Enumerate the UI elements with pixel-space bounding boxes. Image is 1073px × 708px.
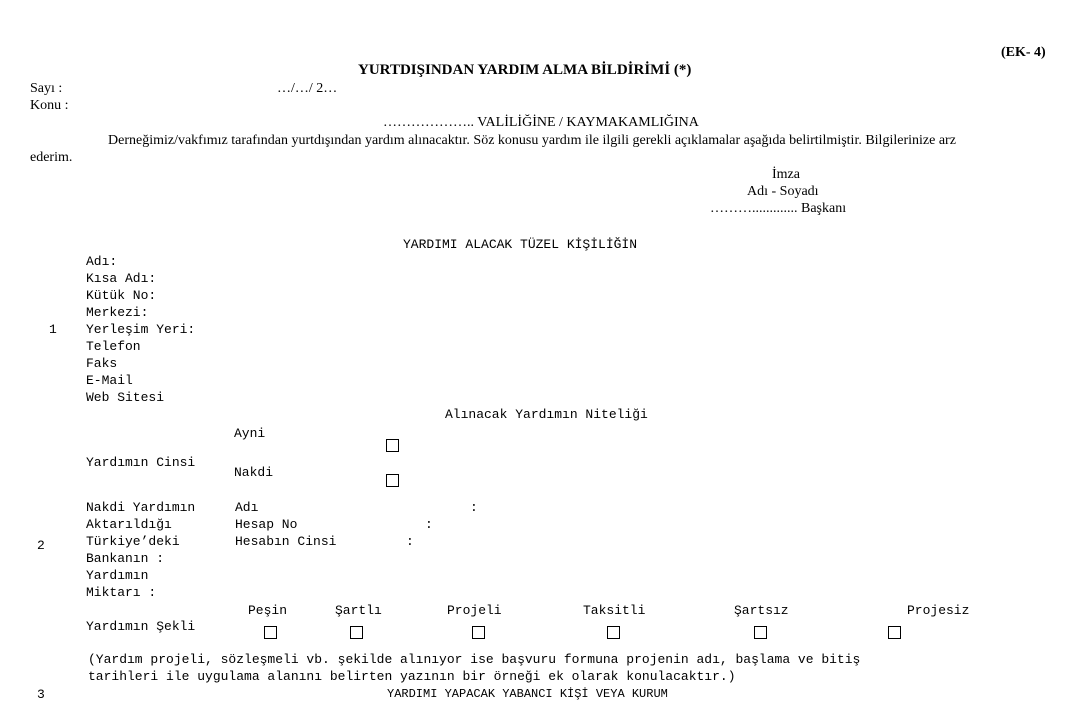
registry-no-field: Kütük No: — [86, 288, 157, 303]
section3-title: YARDIMI YAPACAK YABANCI KİŞİ VEYA KURUM — [387, 687, 668, 701]
name-surname-label: Adı - Soyadı — [747, 184, 819, 199]
note-line1: (Yardım projeli, sözleşmeli vb. şekilde alınıyor ise başvuru formuna projenin adı, başlama ve bitiş — [88, 652, 861, 667]
signature-label: İmza — [772, 167, 800, 182]
bank-label-line3: Türkiye’deki — [86, 534, 180, 549]
aid-form-label: Yardımın Şekli — [86, 619, 196, 634]
entity-name-field: Adı: — [86, 254, 118, 269]
option-no-project-checkbox[interactable] — [888, 626, 901, 639]
account-number-colon: : — [425, 517, 433, 532]
bank-label-line2: Aktarıldığı — [86, 517, 172, 532]
in-kind-label: Ayni — [234, 426, 266, 441]
option-project-label: Projeli — [447, 603, 502, 618]
option-unconditional-label: Şartsız — [734, 603, 789, 618]
option-cash-label: Peşin — [248, 603, 288, 618]
option-no-project-label: Projesiz — [907, 603, 970, 618]
account-type-label: Hesabın Cinsi — [235, 534, 337, 549]
short-name-field: Kısa Adı: — [86, 271, 157, 286]
in-kind-checkbox[interactable] — [386, 439, 399, 452]
bank-label-line1: Nakdi Yardımın — [86, 500, 196, 515]
headquarters-field: Merkezi: — [86, 305, 149, 320]
account-name-label: Adı — [235, 500, 259, 515]
body-text-line2: ederim. — [30, 150, 73, 165]
page-title: YURTDIŞINDAN YARDIM ALMA BİLDİRİMİ (*) — [358, 62, 692, 78]
date-placeholder: …/…/ 2… — [277, 81, 338, 96]
account-type-colon: : — [406, 534, 414, 549]
bank-label-line4: Bankanın : — [86, 551, 165, 566]
section2-number: 2 — [37, 538, 45, 553]
aid-type-label: Yardımın Cinsi — [86, 455, 196, 470]
president-label: ………............. Başkanı — [710, 201, 847, 216]
website-field: Web Sitesi — [86, 390, 165, 405]
addressee: ……………….. VALİLİĞİNE / KAYMAKAMLIĞINA — [383, 115, 699, 130]
section2-title: Alınacak Yardımın Niteliği — [445, 407, 648, 422]
phone-field: Telefon — [86, 339, 141, 354]
option-installment-checkbox[interactable] — [607, 626, 620, 639]
option-project-checkbox[interactable] — [472, 626, 485, 639]
cash-label: Nakdi — [234, 465, 274, 480]
fax-field: Faks — [86, 356, 118, 371]
option-unconditional-checkbox[interactable] — [754, 626, 767, 639]
cash-checkbox[interactable] — [386, 474, 399, 487]
section1-title: YARDIMI ALACAK TÜZEL KİŞİLİĞİN — [403, 237, 638, 252]
sayi-label: Sayı : — [30, 81, 63, 96]
amount-label-line2: Miktarı : — [86, 585, 157, 600]
option-conditional-checkbox[interactable] — [350, 626, 363, 639]
account-number-label: Hesap No — [235, 517, 298, 532]
email-field: E-Mail — [86, 373, 133, 388]
option-cash-checkbox[interactable] — [264, 626, 277, 639]
konu-label: Konu : — [30, 98, 69, 113]
option-conditional-label: Şartlı — [335, 603, 382, 618]
amount-label-line1: Yardımın — [86, 568, 149, 583]
section3-number: 3 — [37, 687, 45, 702]
note-line2: tarihleri ile uygulama alanını belirten yazının bir örneği ek olarak konulacaktır.) — [88, 669, 736, 684]
location-field: Yerleşim Yeri: — [86, 322, 196, 337]
annex-label: (EK- 4) — [1001, 45, 1046, 60]
account-name-colon: : — [470, 500, 478, 515]
section1-number: 1 — [49, 322, 57, 337]
body-text-line1: Derneğimiz/vakfımız tarafından yurtdışından yardım alınacaktır. Söz konusu yardım ile ilgili gerekli açıklamalar aşağıda belirtilmiştir. Bilgilerinize arz — [108, 133, 956, 148]
option-installment-label: Taksitli — [583, 603, 646, 618]
